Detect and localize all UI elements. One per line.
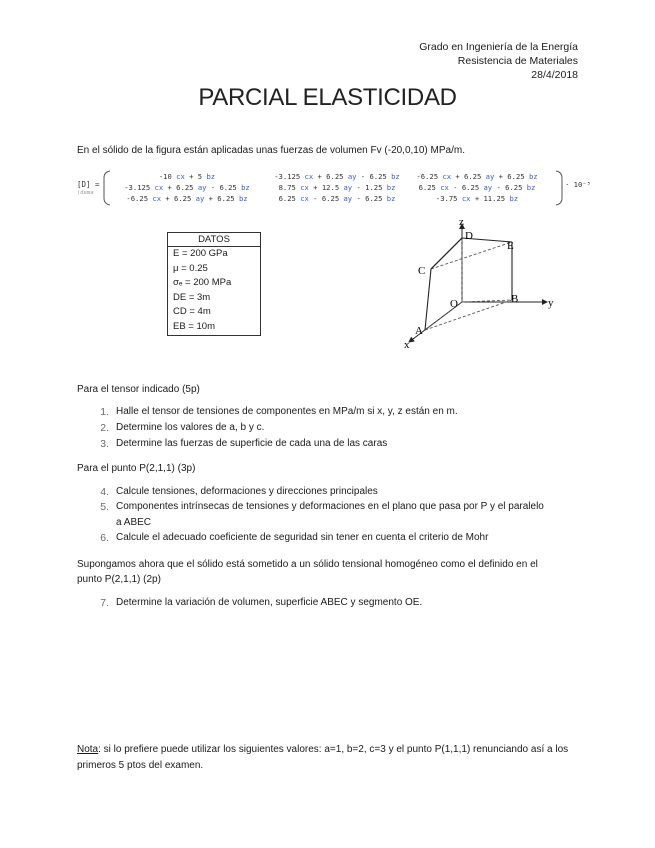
item-text: Halle el tensor de tensiones de componentes en MPa/m si x, y, z están en m. [116,406,458,417]
page-title: PARCIAL ELASTICIDAD [198,84,457,111]
label-E: E [507,240,514,252]
label-B: B [511,293,519,305]
matrix-left-bracket [102,170,112,206]
label-x: x [404,339,410,351]
intro-text: En el sólido de la figura están aplicadas unas fuerzas de volumen Fv (-20,0,10) MPa/m. [77,145,465,156]
item-number: 6. [100,532,109,544]
section2-heading: Para el punto P(2,1,1) (3p) [77,463,196,474]
item-text: Calcule tensiones, deformaciones y direcciones principales [116,486,378,497]
section3-line1: Supongamos ahora que el sólido está sometido a un sólido tensional homogéneo como el definido en el [77,559,538,570]
label-O: O [450,298,458,310]
matrix-cell: -6.25 cx + 6.25 ay + 6.25 bz [126,194,248,203]
item-number: 4. [100,486,109,498]
datos-item: σₑ = 200 MPa [173,277,232,289]
datos-item: DE = 3m [173,291,211,303]
label-z: z [459,216,464,228]
matrix-cell: 8.75 cx + 12.5 ay - 1.25 bz [278,183,396,192]
datos-item: E = 200 GPa [173,248,228,259]
matrix-cell: -6.25 cx + 6.25 ay + 6.25 bz [416,172,538,181]
matrix-cell: -3.75 cx + 11.25 bz [435,194,519,203]
datos-item: CD = 4m [173,306,211,318]
datos-item: EB = 10m [173,320,215,332]
edge-AB [425,300,512,330]
label-y: y [548,297,554,309]
matrix-factor: · 10⁻⁵ [565,180,591,189]
item-text: Determine los valores de a, b y c. [116,422,265,433]
item-text: Calcule el adecuado coeficiente de seguridad sin tener en cuenta el criterio de Mohr [116,532,489,543]
datos-item: μ = 0.25 [173,262,208,274]
matrix-cell: -3.125 cx + 6.25 ay - 6.25 bz [124,183,250,192]
header-date: 28/4/2018 [531,69,578,81]
item-text: Determine la variación de volumen, superficie ABEC y segmento OE. [116,597,423,608]
section3-line2: punto P(2,1,1) (2p) [77,574,161,585]
matrix-right-bracket [554,170,564,206]
label-C: C [418,265,426,277]
item-text: Componentes intrínsecas de tensiones y deformaciones en el plano que pasa por P y el paralelo [116,501,544,512]
label-A: A [415,325,423,337]
matrix-cell: 6.25 cx - 6.25 ay - 6.25 bz [278,194,396,203]
note-label: Nota [77,744,99,755]
item-text: Determine las fuerzas de superficie de cada una de las caras [116,438,388,449]
header-course: Resistencia de Materiales [457,55,578,67]
header-block [419,40,578,82]
matrix-cell: 6.25 cx - 6.25 ay - 6.25 bz [418,183,536,192]
edge-CE [431,242,512,269]
solid-figure [395,212,565,352]
note-text: : si lo prefiere puede utilizar los siguientes valores: a=1, b=2, c=3 y el punto P(1,1,1) renunciando así a los primeros 5 ptos del examen. [77,744,569,771]
matrix-sublabel: (dema [77,190,94,196]
footnote [77,742,582,774]
matrix-cell: -10 cx + 5 bz [158,172,216,181]
item-number: 3. [100,438,109,450]
item-number: 1. [100,406,109,418]
matrix-cell: -3.125 cx + 6.25 ay - 6.25 bz [274,172,400,181]
strain-matrix [77,170,591,206]
item-number: 2. [100,422,109,434]
datos-heading: DATOS [168,233,260,247]
item-number: 5. [100,501,109,513]
edge-AC [425,269,431,330]
label-D: D [465,230,473,242]
header-degree: Grado en Ingeniería de la Energía [419,41,578,53]
datos-table [167,232,261,336]
item-number: 7. [100,597,109,609]
item-text: a ABEC [116,517,152,528]
section1-heading: Para el tensor indicado (5p) [77,384,200,395]
matrix-label: [D] = [77,180,100,189]
